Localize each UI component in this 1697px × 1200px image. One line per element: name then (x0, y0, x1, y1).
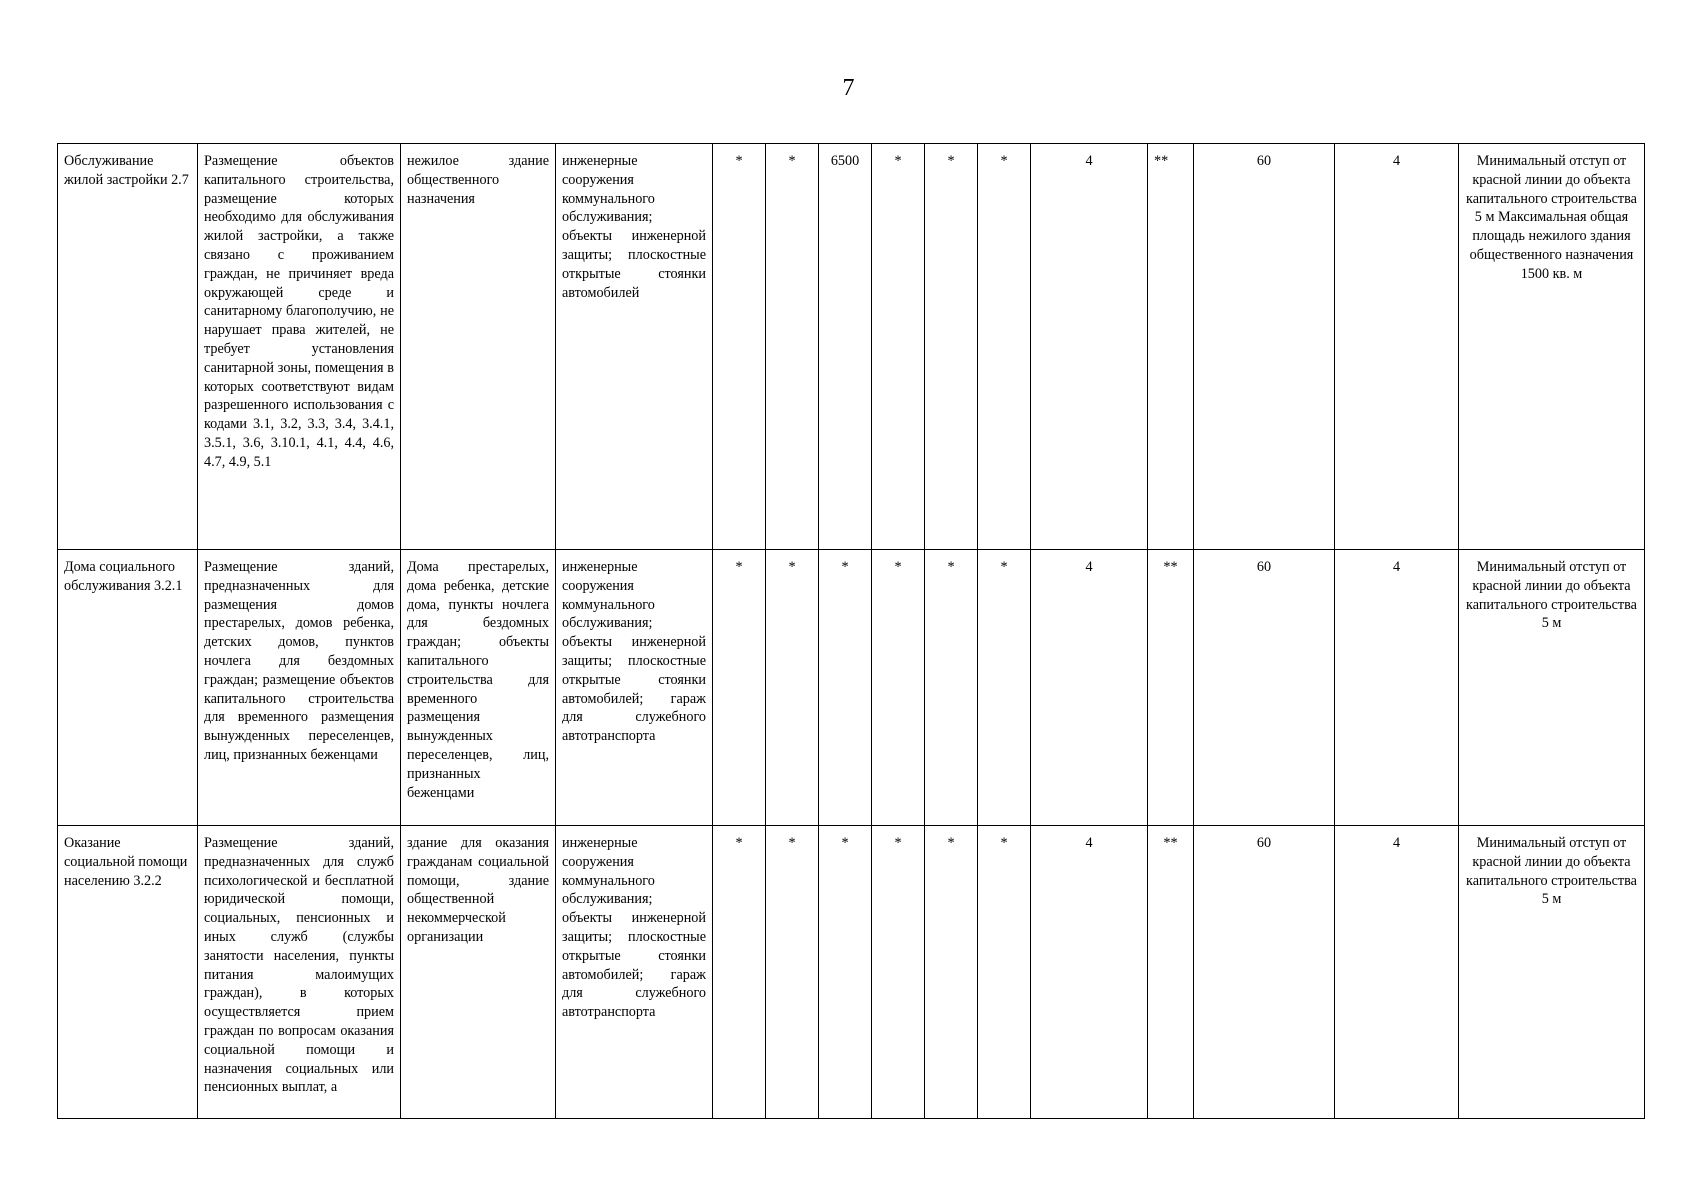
regulations-table (57, 143, 1645, 1119)
row-auxiliary-cell: инженерные сооружения коммунального обслуживания; объекты инженерной защиты; плоскостные открытые стоянки автомобилей (556, 144, 713, 550)
row-param-cell: * (872, 550, 925, 826)
row-note-cell: Минимальный отступ от красной линии до объекта капитального строительства 5 м (1459, 550, 1645, 826)
row-param-cell: 4 (1031, 550, 1148, 826)
row-param-cell: 60 (1194, 550, 1335, 826)
row-description-cell: Размещение объектов капитального строительства, размещение которых необходимо для обслуживания жилой застройки, а также связано с проживанием граждан, не причиняет вреда окружающей среде и санитарному благополучию, не нарушает права жителей, не требует установления санитарной зоны, помещения в которых соответствуют видам разрешенного использования с кодами 3.1, 3.2, 3.3, 3.4, 3.4.1, 3.5.1, 3.6, 3.10.1, 4.1, 4.4, 4.6, 4.7, 4.9, 5.1 (198, 144, 401, 550)
row-name-cell: Дома социального обслуживания 3.2.1 (58, 550, 198, 826)
row-param-cell: * (766, 826, 819, 1119)
row-param-cell: * (766, 550, 819, 826)
row-param-cell: * (925, 550, 978, 826)
row-param-cell: * (978, 826, 1031, 1119)
table-row (58, 826, 1645, 1119)
row-param-cell: ** (1148, 144, 1194, 550)
row-param-cell: * (713, 550, 766, 826)
row-param-cell: 4 (1335, 144, 1459, 550)
row-param-cell: * (872, 826, 925, 1119)
row-auxiliary-cell: инженерные сооружения коммунального обслуживания; объекты инженерной защиты; плоскостные открытые стоянки автомобилей; гараж для служебного автотранспорта (556, 550, 713, 826)
row-param-cell: ** (1148, 826, 1194, 1119)
row-objects-cell: Дома престарелых, дома ребенка, детские дома, пункты ночлега для бездомных граждан; объекты капитального строительства для временного размещения вынужденных переселенцев, лиц, признанных беженцами (401, 550, 556, 826)
row-param-cell: 6500 (819, 144, 872, 550)
row-param-cell: 4 (1335, 550, 1459, 826)
row-param-cell: * (819, 826, 872, 1119)
row-param-cell: 4 (1031, 144, 1148, 550)
row-param-cell: * (766, 144, 819, 550)
row-param-cell: 4 (1031, 826, 1148, 1119)
row-param-cell: ** (1148, 550, 1194, 826)
row-param-cell: * (925, 826, 978, 1119)
row-objects-cell: здание для оказания гражданам социальной помощи, здание общественной некоммерческой организации (401, 826, 556, 1119)
row-name-cell: Оказание социальной помощи населению 3.2.2 (58, 826, 198, 1119)
row-note-cell: Минимальный отступ от красной линии до объекта капитального строительства 5 м (1459, 826, 1645, 1119)
row-name-cell: Обслуживание жилой застройки 2.7 (58, 144, 198, 550)
row-param-cell: * (819, 550, 872, 826)
row-param-cell: * (978, 144, 1031, 550)
row-param-cell: * (925, 144, 978, 550)
row-param-cell: * (713, 826, 766, 1119)
row-description-cell: Размещение зданий, предназначенных для служб психологической и бесплатной юридической помощи, социальных, пенсионных и иных служб (службы занятости населения, пункты питания малоимущих граждан), в которых осуществляется прием граждан по вопросам оказания социальной помощи и назначения социальных или пенсионных выплат, а (198, 826, 401, 1119)
row-param-cell: 60 (1194, 144, 1335, 550)
row-param-cell: 60 (1194, 826, 1335, 1119)
row-param-cell: 4 (1335, 826, 1459, 1119)
row-param-cell: * (978, 550, 1031, 826)
page-number: 7 (842, 75, 855, 101)
table-row (58, 550, 1645, 826)
row-objects-cell: нежилое здание общественного назначения (401, 144, 556, 550)
row-note-cell: Минимальный отступ от красной линии до объекта капитального строительства 5 м Максимальная общая площадь нежилого здания общественного назначения 1500 кв. м (1459, 144, 1645, 550)
table-row (58, 144, 1645, 550)
row-auxiliary-cell: инженерные сооружения коммунального обслуживания; объекты инженерной защиты; плоскостные открытые стоянки автомобилей; гараж для служебного автотранспорта (556, 826, 713, 1119)
row-param-cell: * (872, 144, 925, 550)
row-param-cell: * (713, 144, 766, 550)
row-description-cell: Размещение зданий, предназначенных для размещения домов престарелых, домов ребенка, детских домов, пунктов ночлега для бездомных граждан; размещение объектов капитального строительства для временного размещения вынужденных переселенцев, лиц, признанных беженцами (198, 550, 401, 826)
